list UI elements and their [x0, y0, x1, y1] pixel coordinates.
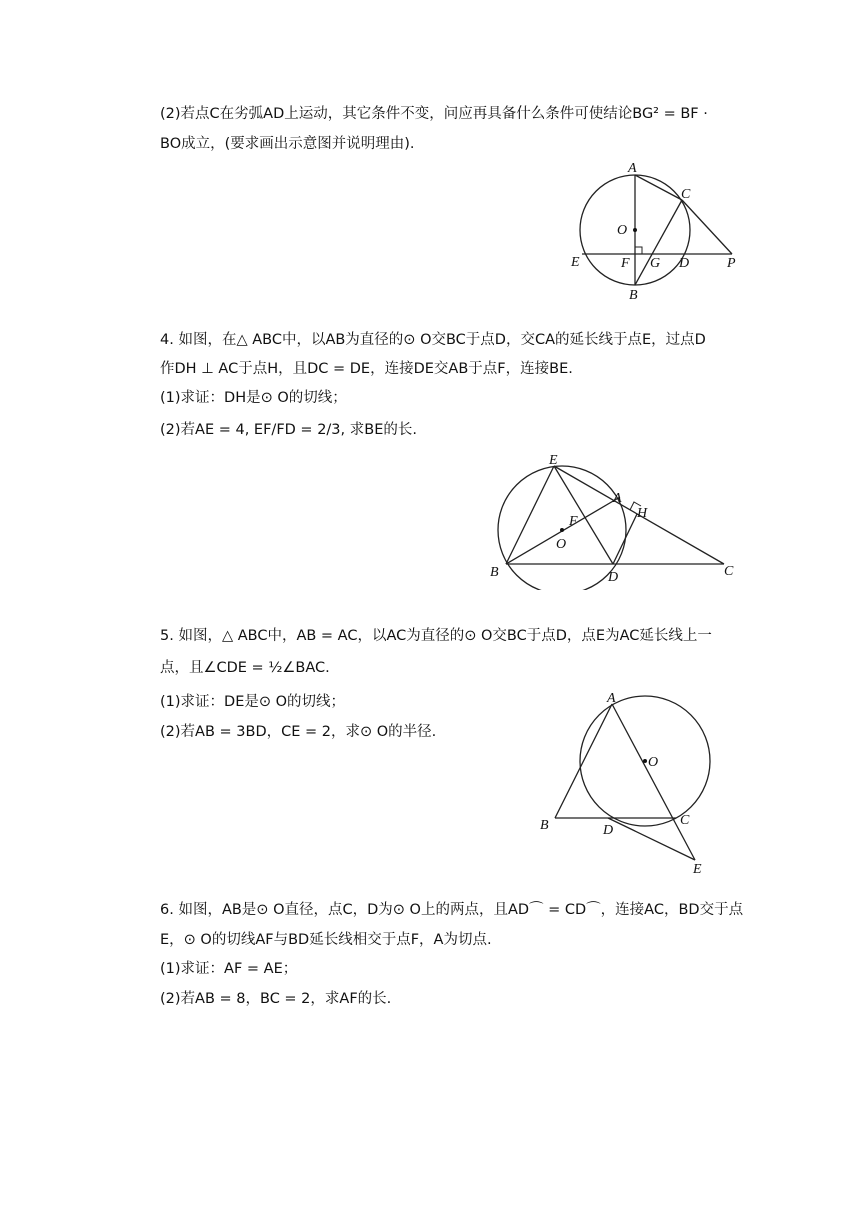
q4-line2: 作DH ⊥ AC于点H，且DC = DE，连接DE交AB于点F，连接BE. — [160, 361, 573, 377]
q4-part2: (2)若AE = 4, EF/FD = 2/3, 求BE的长. — [160, 422, 417, 438]
q4-label-E: E — [549, 453, 558, 468]
q5-figure — [530, 688, 720, 878]
q3-line1: (2)若点C在劣弧AD上运动，其它条件不变，问应再具备什么条件可使结论BG² = BF · — [160, 106, 708, 122]
q5-label-A: A — [607, 691, 616, 706]
q6-line1: 6. 如图，AB是⊙ O直径，点C，D为⊙ O上的两点，且AD⌒ = CD⌒，连接AC，BD交于点 — [160, 902, 744, 918]
q3-label-D: D — [679, 256, 690, 271]
q6-part2: (2)若AB = 8，BC = 2，求AF的长. — [160, 991, 392, 1007]
q5-part1: (1)求证：DE是⊙ O的切线； — [160, 694, 346, 710]
q4-label-C: C — [724, 564, 734, 579]
q6-part1: (1)求证：AF = AE； — [160, 961, 298, 977]
q3-figure — [560, 160, 780, 310]
q3-label-E: E — [571, 255, 580, 270]
q5-label-E: E — [693, 862, 702, 877]
q3-label-F: F — [621, 256, 630, 271]
q4-label-A: A — [613, 491, 622, 506]
q5-line1: 5. 如图，△ ABC中，AB = AC，以AC为直径的⊙ O交BC于点D，点E为AC延长线上一 — [160, 628, 712, 644]
q4-line1: 4. 如图，在△ ABC中，以AB为直径的⊙ O交BC于点D，交CA的延长线于点E，过点D — [160, 332, 706, 348]
q3-label-A: A — [628, 161, 637, 176]
q4-label-F: F — [569, 514, 578, 529]
q4-label-H: H — [637, 506, 648, 521]
q3-label-B: B — [629, 288, 638, 303]
q4-label-B: B — [490, 565, 499, 580]
q3-label-O: O — [617, 223, 628, 238]
q4-label-O: O — [556, 537, 567, 552]
q4-label-D: D — [608, 570, 619, 585]
q5-part2: (2)若AB = 3BD，CE = 2，求⊙ O的半径. — [160, 724, 437, 740]
q3-label-G: G — [650, 256, 661, 271]
q4-part1: (1)求证：DH是⊙ O的切线； — [160, 390, 347, 406]
q5-label-O: O — [648, 755, 659, 770]
q4-figure — [480, 450, 740, 590]
q3-label-P: P — [727, 256, 736, 271]
q5-label-C: C — [680, 813, 690, 828]
q5-label-B: B — [540, 818, 549, 833]
q6-line2: E，⊙ O的切线AF与BD延长线相交于点F，A为切点. — [160, 932, 492, 948]
q3-label-C: C — [681, 187, 691, 202]
q5-line2: 点，且∠CDE = ½∠BAC. — [160, 660, 330, 676]
q3-line2: BO成立，(要求画出示意图并说明理由). — [160, 136, 415, 152]
q5-label-D: D — [603, 823, 614, 838]
